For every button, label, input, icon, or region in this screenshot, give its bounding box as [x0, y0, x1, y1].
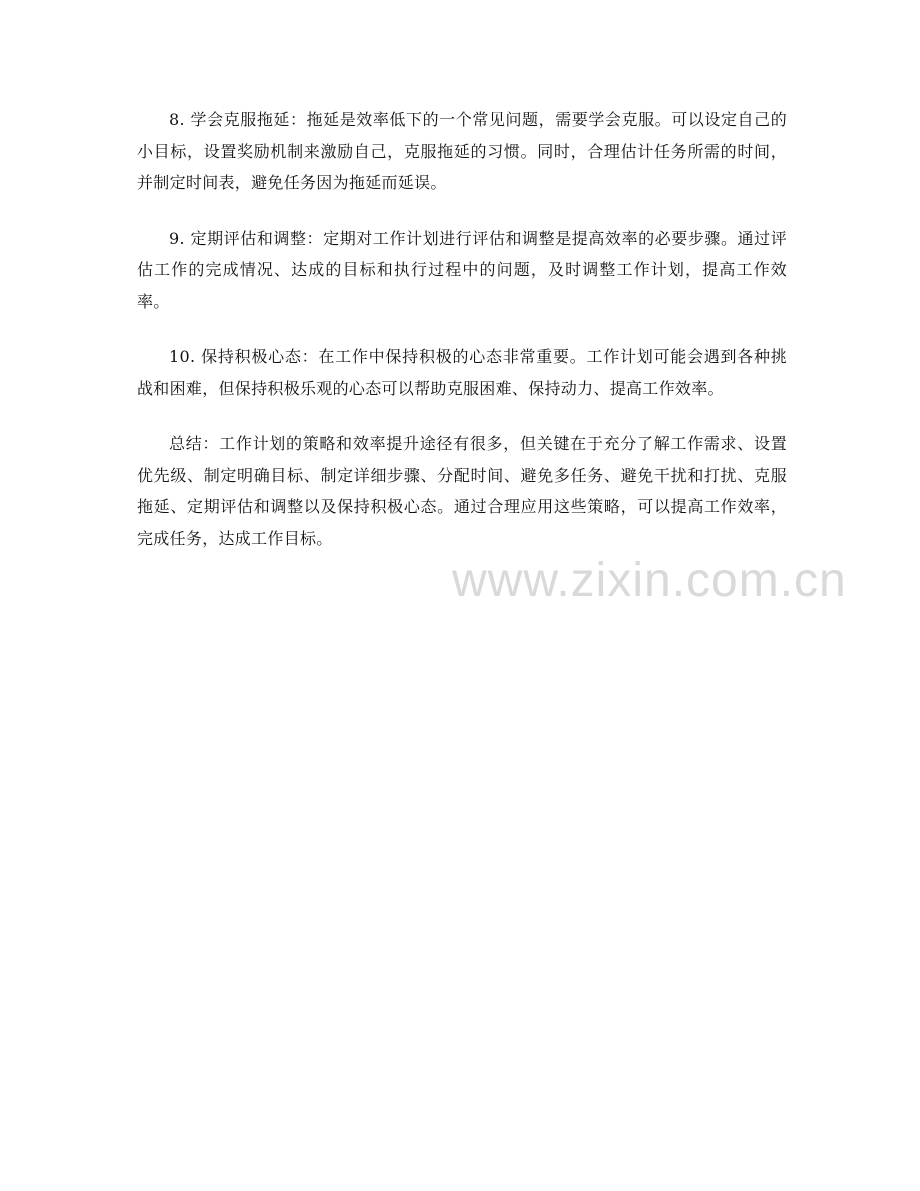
paragraph-positive-mindset: 10. 保持积极心态：在工作中保持积极的心态非常重要。工作计划可能会遇到各种挑战和困难，但保持积极乐观的心态可以帮助克服困难、保持动力、提高工作效率。 — [137, 347, 787, 398]
document-body — [137, 104, 787, 578]
watermark-text: www.zixin.com.cn — [452, 554, 847, 607]
paragraph-overcome-procrastination: 8. 学会克服拖延：拖延是效率低下的一个常见问题，需要学会克服。可以设定自己的小目标，设置奖励机制来激励自己，克服拖延的习惯。同时，合理估计任务所需的时间，并制定时间表，避免任务因为拖延而延误。 — [137, 110, 787, 192]
paragraph-summary: 总结：工作计划的策略和效率提升途径有很多，但关键在于充分了解工作需求、设置优先级、制定明确目标、制定详细步骤、分配时间、避免多任务、避免干扰和打扰、克服拖延、定期评估和调整以及保持积极心态。通过合理应用这些策略，可以提高工作效率，完成任务，达成工作目标。 — [137, 434, 787, 548]
paragraph-periodic-review: 9. 定期评估和调整：定期对工作计划进行评估和调整是提高效率的必要步骤。通过评估工作的完成情况、达成的目标和执行过程中的问题，及时调整工作计划，提高工作效率。 — [137, 228, 787, 311]
